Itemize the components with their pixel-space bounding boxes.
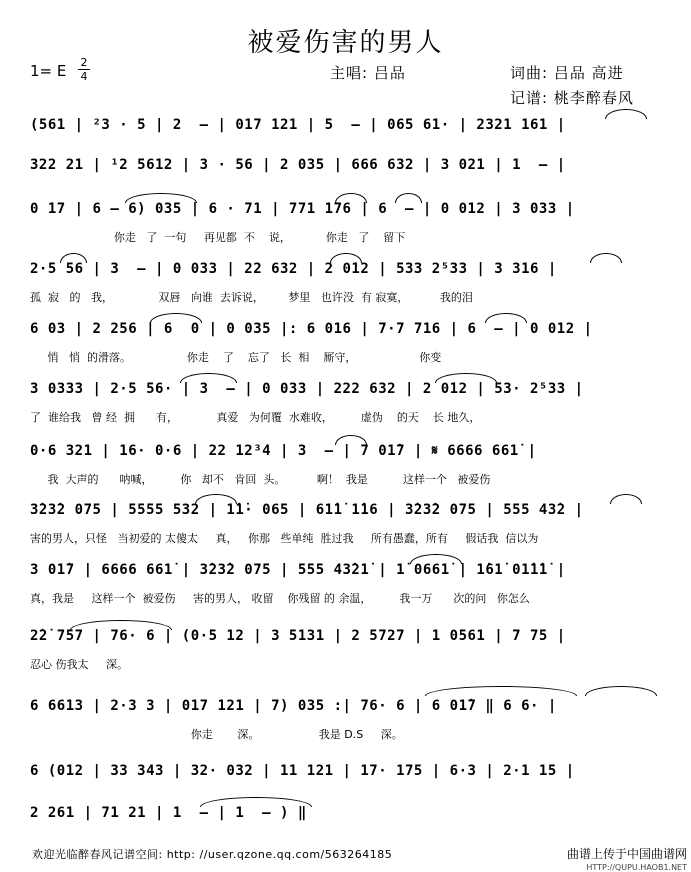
lyrics: 孤 寂 的 我， 双唇 向谁 去诉说， 梦里 也许没 有 寂寞， 我的泪 — [30, 291, 473, 304]
lyrics: 真，我是 这样一个 被爱伤 害的男人， 收留 你残留 的 余温， 我一万 次的问 你怎么 — [30, 592, 530, 605]
lyrics: 了 谁给我 曾 经 拥 有， 真爱 为何覆 水难收， 虚伪 的天 长 地久， — [30, 411, 481, 424]
key-signature: 1= E — [30, 62, 67, 80]
notation: 6 6613 | 2·3 3 | 017 121 | 7) 035 :| 76· 6 | 6 01̇7 ‖ 6 6· | — [30, 698, 557, 714]
notation: 2 261 | 71 21 | 1 – | 1 – ) ‖ — [30, 805, 307, 821]
notation: 2·5 56 | 3 – | 0 033 | 22 632 | 2 012 | 533 2⁵33 | 3 316 | — [30, 261, 557, 277]
composer-credit: 词曲: 吕品 高进 — [510, 64, 624, 82]
meter-bottom: 4 — [80, 70, 88, 83]
watermark — [567, 845, 687, 872]
notation: 6 03 | 2 256 | 6 0 | 0 035 |: 6 016 | 7·7 716 | 6 – | 0 012 | — [30, 321, 593, 337]
notation: 3 0333 | 2·5 56· | 3 – | 0 033 | 222 632 | 2 012 | 53· 2⁵33 | — [30, 381, 584, 397]
watermark-text: 曲谱上传于中国曲谱网 — [566, 847, 687, 861]
notation: 2̇2̇ 757 | 76· 6 | (0·5 12 | 3 5131 | 2 5727 | 1 0561 | 7 75 | — [30, 628, 566, 644]
notation: 6 (012 | 33 343 | 32· 032 | 11 121 | 17· 175 | 6·3 | 2·1 15 | — [30, 763, 575, 779]
meter-top: 2 — [80, 56, 88, 69]
notation: 0·6 321 | 16· 0·6 | 22 12³4 | 3 – | 7 01̇7 | 𝄋 6666 661̇ | — [30, 443, 537, 459]
watermark-url: HTTP://QUPU.HAOB1.NET — [586, 863, 687, 872]
lyrics: 我 大声的 呐喊， 你 却不 肯回 头。 啊！ 我是 这样一个 被爱伤 — [30, 473, 491, 486]
lyrics: 害的男人，只怪 当初爱的 太傻太 真， 你那 些单纯 胜过我 所有愚蠢，所有 假话我 信以为 — [30, 532, 539, 545]
lyrics: 你走 深。 我是 D.S 深。 — [30, 728, 403, 741]
lyrics: 忍心 伤我太 深。 — [30, 658, 128, 671]
transcriber-credit: 记谱: 桃李醉春风 — [510, 89, 634, 107]
lyrics: 悄 悄 的滑落。 你走 了 忘了 长 相 厮守， 你变 — [30, 351, 442, 364]
song-title: 被爱伤害的男人 — [247, 28, 444, 58]
time-signature — [78, 57, 90, 82]
lyrics: 你走 了 一句 再见都 不 说， 你走 了 留下 — [30, 231, 406, 244]
notation: (561 | ²3 · 5 | 2 – | 017 121 | 5 – | 065 61· | 2321 161 | — [30, 117, 566, 133]
notation: 322 21 | ¹2 5612 | 3 · 56 | 2 035 | 666 632 | 3 021 | 1 – | — [30, 157, 566, 173]
notation: 0 17 | 6 – 6) 035 | 6 · 71 | 771 176 | 6 – | 0 012 | 3 033 | — [30, 201, 575, 217]
footer-text: 欢迎光临醉春风记谱空间: http: //user.qzone.qq.com/563264185 — [32, 848, 393, 861]
singer-credit: 主唱: 吕品 — [330, 64, 406, 82]
notation: 3̇23̇2 075 | 5555 532 | 1̇1̇· 065 | 61̇1̇ 1̇16 | 3̇23̇2 075 | 555 43̇2 | — [30, 502, 584, 518]
notation: 3 01̇7 | 6666 661̇ | 3̇23̇2 075 | 555 43̇21̇ | 1̇ 0661̇ | 1̇61̇ 01̇1̇1̇ | — [30, 562, 566, 578]
